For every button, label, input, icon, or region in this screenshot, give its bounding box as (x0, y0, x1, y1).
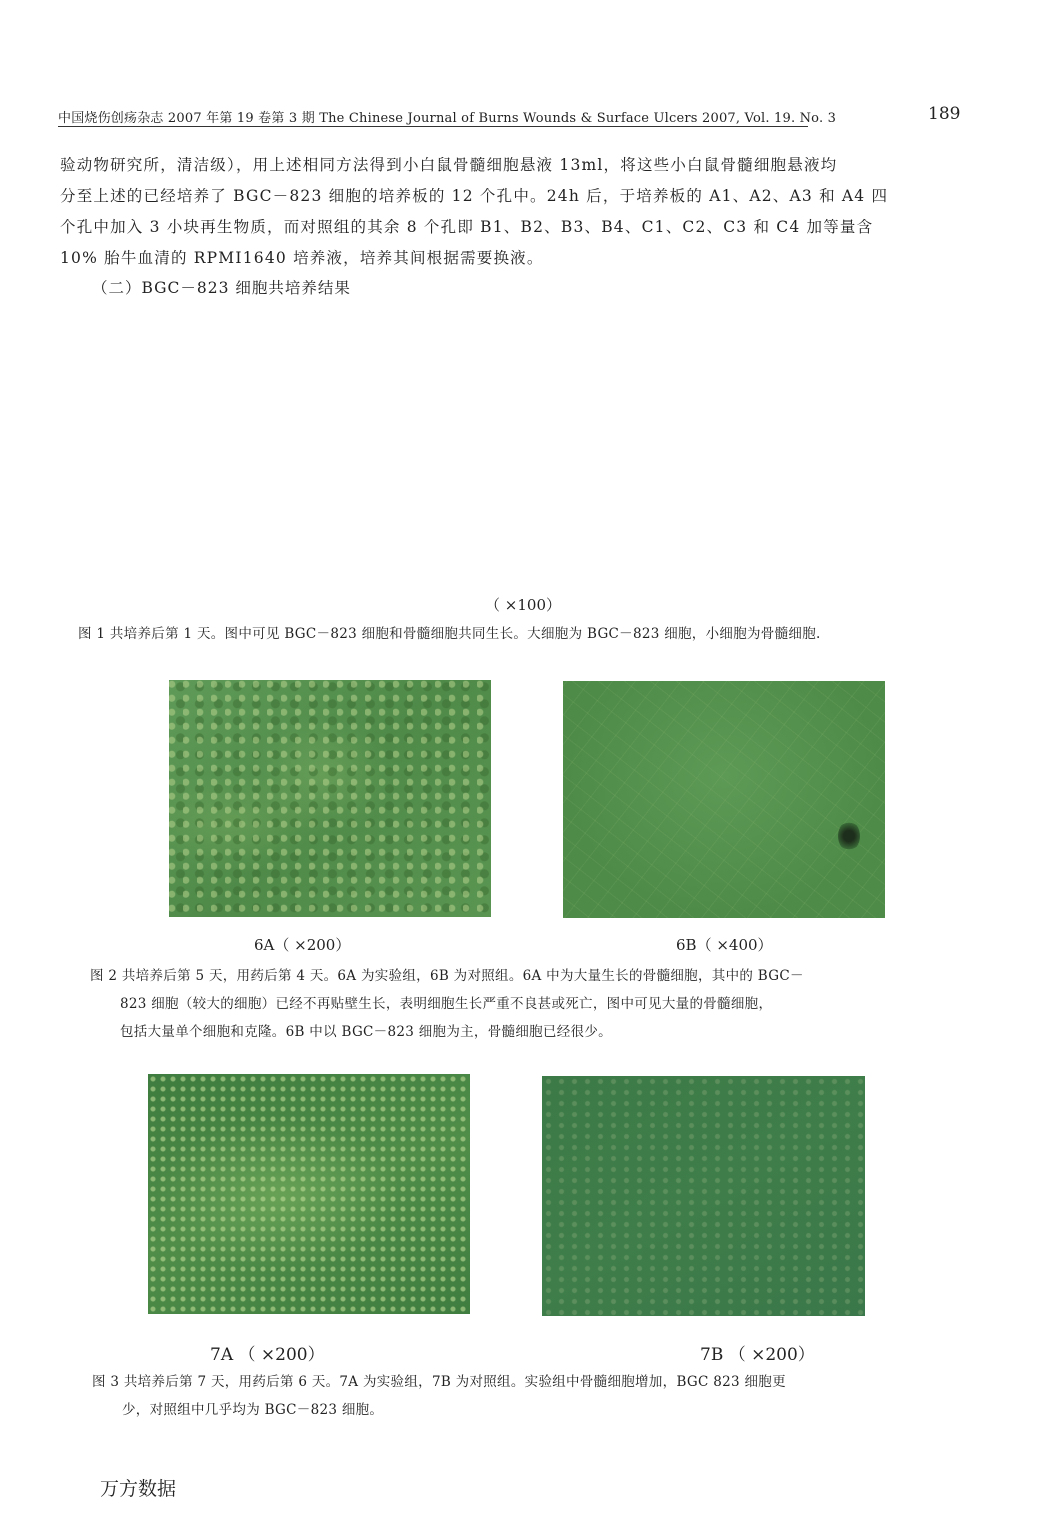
caption-line: 包括大量单个细胞和克隆。6B 中以 BGC－823 细胞为主，骨髓细胞已经很少。 (120, 1024, 612, 1040)
body-line: 10% 胎牛血清的 RPMI1640 培养液，培养其间根据需要换液。 (60, 249, 544, 267)
figure-label-6b: 6B（ ×400） (676, 936, 773, 954)
figure1-magnification: （ ×100） (485, 596, 561, 614)
micrograph-7a (148, 1074, 470, 1314)
page-number: 189 (928, 104, 961, 124)
body-line: 验动物研究所，清洁级），用上述相同方法得到小白鼠骨髓细胞悬液 13ml，将这些小白鼠骨髓细胞悬液均 (60, 156, 838, 174)
section-subheading: （二）BGC－823 细胞共培养结果 (92, 279, 351, 297)
figure3-caption (92, 1368, 786, 1424)
figure1-caption: 图 1 共培养后第 1 天。图中可见 BGC－823 细胞和骨髓细胞共同生长。大细胞为 BGC－823 细胞，小细胞为骨髓细胞. (78, 626, 821, 642)
watermark-text: 万方数据 (100, 1478, 177, 1500)
micrograph-6a (169, 680, 491, 917)
running-header: 中国烧伤创疡杂志 2007 年第 19 卷第 3 期 The Chinese Journal of Burns Wounds & Surface Ulcers 2007, Vol. 19. No. 3 (58, 111, 837, 126)
caption-line: 少，对照组中几乎均为 BGC－823 细胞。 (122, 1402, 384, 1418)
caption-line: 图 2 共培养后第 5 天，用药后第 4 天。6A 为实验组，6B 为对照组。6A 中为大量生长的骨髓细胞，其中的 BGC－ (90, 968, 804, 984)
body-paragraph (60, 150, 980, 274)
figure2-caption (90, 962, 804, 1046)
figure-label-7a: 7A （ ×200） (210, 1345, 325, 1365)
caption-line: 823 细胞（较大的细胞）已经不再贴壁生长，表明细胞生长严重不良甚或死亡，图中可见大量的骨髓细胞， (120, 996, 773, 1012)
cell-debris (838, 821, 860, 851)
micrograph-6b (563, 681, 885, 918)
figure-label-6a: 6A（ ×200） (254, 936, 351, 954)
body-line: 分至上述的已经培养了 BGC－823 细胞的培养板的 12 个孔中。24h 后，于培养板的 A1、A2、A3 和 A4 四 (60, 187, 889, 205)
header-rule (58, 126, 808, 127)
micrograph-7b (542, 1076, 865, 1316)
body-line: 个孔中加入 3 小块再生物质，而对照组的其余 8 个孔即 B1、B2、B3、B4、C1、C2、C3 和 C4 加等量含 (60, 218, 874, 236)
caption-line: 图 3 共培养后第 7 天，用药后第 6 天。7A 为实验组，7B 为对照组。实验组中骨髓细胞增加，BGC 823 细胞更 (92, 1374, 786, 1390)
figure-label-7b: 7B （ ×200） (700, 1345, 815, 1365)
